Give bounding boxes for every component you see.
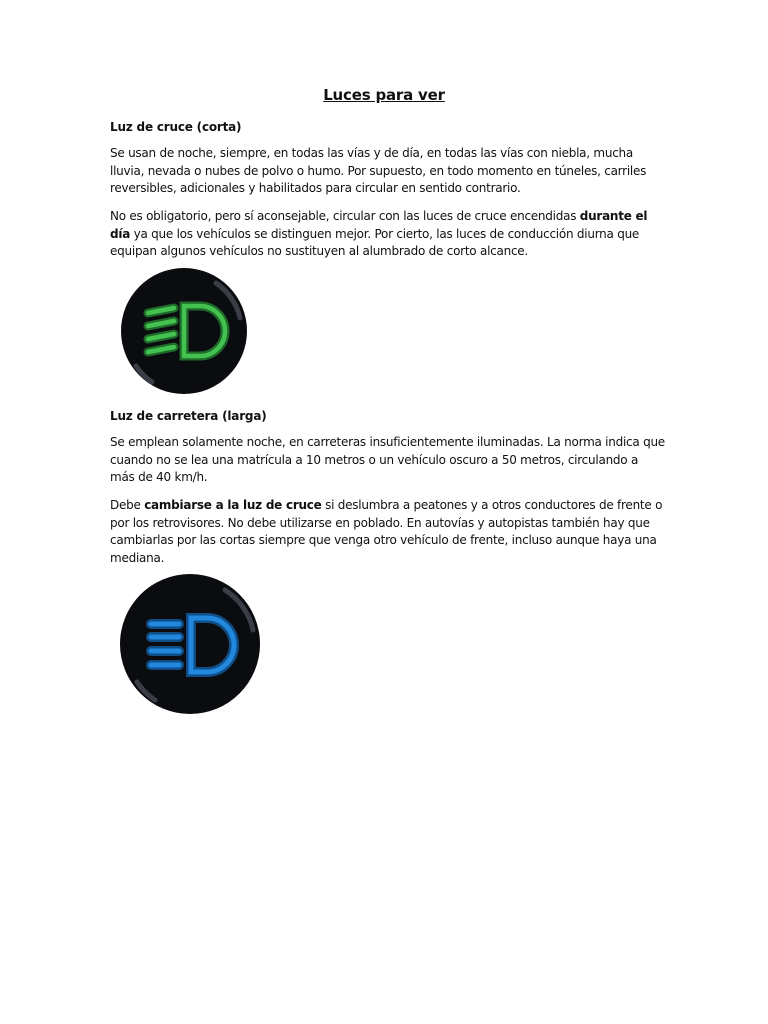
paragraph-text: ya que los vehículos se distinguen mejor. Por cierto, las luces de conducción diurna que equipan algunos vehículos no sustituyen al alumbrado de corto alcance. [110,226,640,259]
heading-high-beam: Luz de carretera (larga) [110,409,267,423]
paragraph-low-beam-usage: Se usan de noche, siempre, en todas las vías y de día, en todas las vías con niebla, mucha lluvia, nevada o nubes de polvo o humo. Por supuesto, en todo momento en túneles, carriles reversibles, adicionales y habilitados para circular en sentido contrario. [110,146,647,196]
paragraph-text: si deslumbra a peatones y a otros conductores de frente o por los retrovisores. No debe utilizarse en poblado. En autovías y autopistas también hay que cambiarlas por las cortas siempre que venga otro vehículo de frente, incluso aunque haya una mediana. [110,498,663,566]
paragraph-high-beam-usage: Se emplean solamente noche, en carreteras insuficientemente iluminadas. La norma indica que cuando no se lea una matrícula a 10 metros o un vehículo oscuro a 50 metros, circulando a más de 40 km/h. [110,435,665,485]
paragraph-text: Debe [110,498,145,512]
page-title: Luces para ver [323,86,445,104]
paragraph-text: No es obligatorio, pero sí aconsejable, circular con las luces de cruce encendidas [110,209,580,223]
emphasis-text: cambiarse a la luz de cruce [144,498,322,512]
heading-low-beam: Luz de cruce (corta) [110,120,242,134]
paragraph-low-beam-advice [110,208,665,261]
high-beam-headlight-icon [117,574,263,714]
paragraph-high-beam-advice [110,497,665,568]
emphasis-text: durante el día [110,209,648,241]
low-beam-headlight-icon [118,268,250,394]
